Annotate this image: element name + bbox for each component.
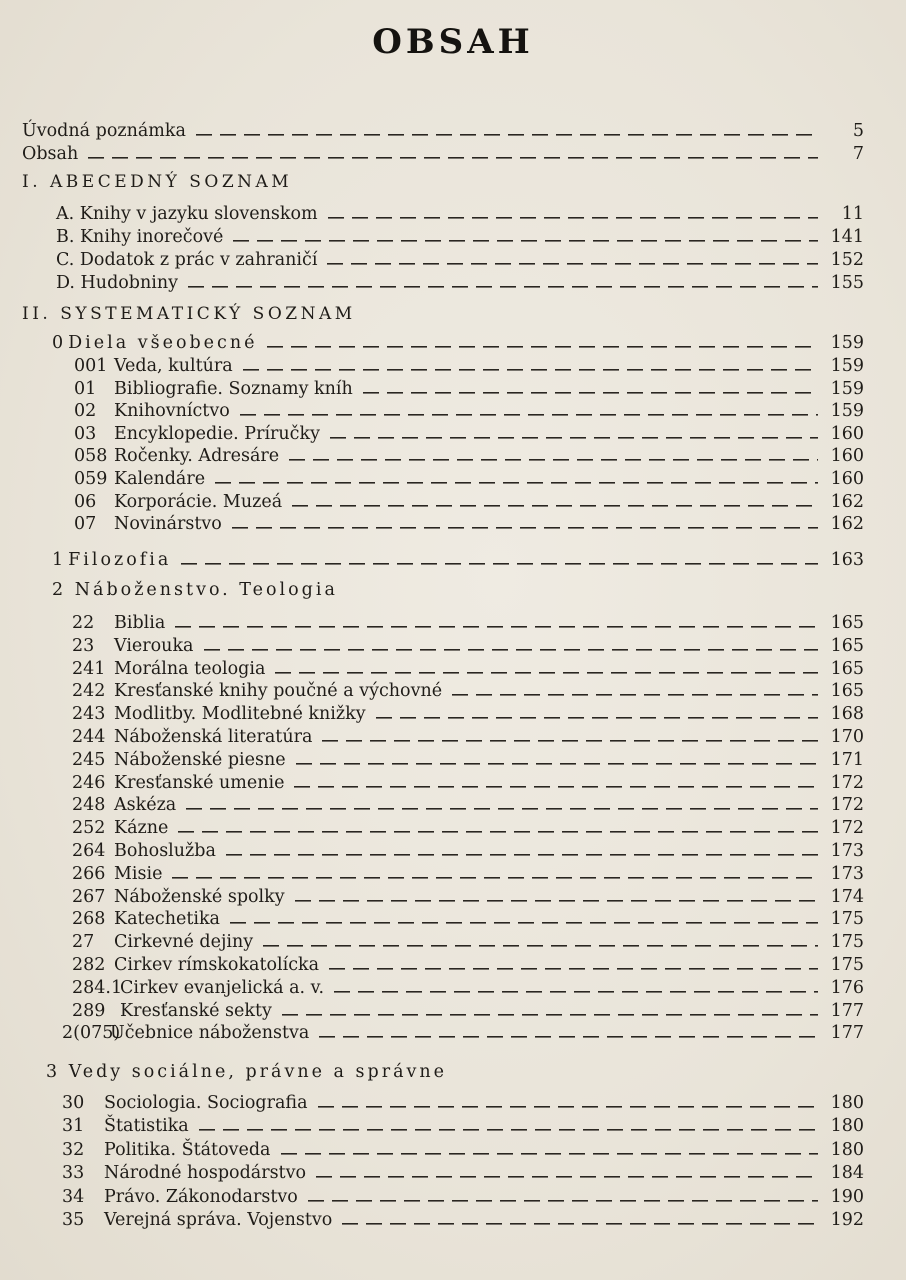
- toc-entry-page: 172: [830, 772, 864, 793]
- toc-entry-number: 001: [74, 356, 108, 376]
- leader-dashes: [215, 482, 818, 484]
- toc-entry[interactable]: [62, 1022, 864, 1044]
- toc-entry-label: Bibliografie. Soznamy kníh: [114, 378, 353, 399]
- toc-entry-page: 172: [830, 795, 864, 816]
- leader-dashes: [327, 263, 818, 265]
- toc-entry[interactable]: [74, 445, 864, 467]
- toc-entry-page: 159: [830, 378, 864, 399]
- toc-entry-label: Biblia: [114, 613, 166, 633]
- leader-dashes: [330, 437, 818, 439]
- toc-entry[interactable]: [72, 817, 864, 839]
- toc-entry[interactable]: [56, 272, 864, 294]
- leader-dashes: [181, 563, 818, 565]
- toc-entry-number: 252: [72, 818, 106, 839]
- toc-entry-label: Katechetika: [114, 909, 220, 930]
- toc-entry-page: 180: [830, 1116, 864, 1137]
- toc-entry-page: 160: [830, 423, 864, 444]
- toc-entry[interactable]: [72, 908, 864, 930]
- toc-entry-label: Korporácie. Muzeá: [114, 491, 283, 512]
- toc-entry-number: 267: [72, 886, 106, 907]
- leader-dashes: [322, 740, 818, 742]
- toc-entry-number: 07: [74, 514, 97, 535]
- leader-dashes: [282, 1014, 818, 1016]
- toc-entry-page: 163: [830, 550, 864, 570]
- toc-entry-page: 152: [830, 250, 864, 270]
- leader-dashes: [172, 877, 818, 879]
- toc-entry-page: 7: [852, 144, 864, 164]
- toc-entry-page: 177: [830, 1000, 864, 1021]
- leader-dashes: [240, 414, 818, 416]
- toc-entry[interactable]: [72, 931, 864, 953]
- toc-entry-number: 268: [72, 909, 106, 930]
- toc-entry-number: 03: [74, 423, 97, 444]
- toc-entry-page: 11: [841, 204, 864, 224]
- toc-entry-number: 06: [74, 491, 97, 512]
- toc-entry[interactable]: [62, 1139, 864, 1161]
- toc-entry-page: 175: [830, 955, 864, 975]
- leader-dashes: [230, 922, 818, 924]
- leader-dashes: [296, 763, 818, 765]
- leader-dashes: [452, 694, 818, 696]
- toc-entry[interactable]: [72, 680, 864, 702]
- group-number: 3: [46, 1062, 61, 1082]
- toc-entry-page: 175: [830, 909, 864, 930]
- toc-entry[interactable]: [74, 468, 864, 490]
- toc-entry-label: Modlitby. Modlitebné knižky: [114, 704, 366, 725]
- toc-entry-page: 165: [830, 635, 864, 656]
- group-number: 1: [52, 550, 67, 570]
- toc-entry-label: Cirkev evanjelická a. v.: [120, 977, 325, 998]
- toc-entry-page: 160: [830, 469, 864, 489]
- toc-entry-page: 155: [830, 273, 864, 293]
- toc-entry-page: 173: [830, 863, 864, 884]
- toc-entry-number: 266: [72, 863, 106, 884]
- toc-entry-number: 22: [72, 613, 95, 633]
- toc-entry-page: 160: [830, 446, 864, 467]
- toc-entry-label: Kresťanské knihy poučné a výchovné: [114, 681, 443, 702]
- group-heading: [46, 1061, 447, 1083]
- toc-entry[interactable]: [72, 726, 864, 748]
- toc-entry-label: Kresťanské umenie: [114, 772, 285, 793]
- toc-entry-label: B. Knihy inorečové: [56, 227, 224, 247]
- toc-entry-label: Štatistika: [104, 1116, 189, 1137]
- toc-entry-page: 170: [830, 727, 864, 747]
- toc-entry[interactable]: [22, 143, 864, 165]
- leader-dashes: [178, 831, 818, 833]
- toc-entry-label: Kalendáre: [114, 469, 206, 489]
- toc-entry-label: Knihovníctvo: [114, 401, 230, 422]
- leader-dashes: [329, 968, 818, 970]
- leader-dashes: [226, 854, 818, 856]
- toc-entry-page: 190: [830, 1186, 864, 1207]
- group-heading: [52, 579, 338, 601]
- leader-dashes: [334, 991, 818, 993]
- toc-entry-number: 23: [72, 635, 95, 656]
- leader-dashes: [175, 626, 818, 628]
- toc-entry-number: 058: [74, 446, 108, 467]
- leader-dashes: [263, 945, 818, 947]
- toc-entry-label: Úvodná poznámka: [22, 121, 186, 141]
- toc-entry-page: 159: [830, 356, 864, 376]
- toc-entry-page: 174: [830, 886, 864, 907]
- toc-entry-label: Verejná správa. Vojenstvo: [104, 1210, 333, 1230]
- toc-entry[interactable]: [62, 1162, 864, 1184]
- toc-entry-number: 31: [62, 1116, 85, 1137]
- group-label: Filozofia: [68, 550, 172, 570]
- toc-entry[interactable]: [72, 794, 864, 816]
- toc-entry-number: 059: [74, 469, 108, 489]
- toc-entry[interactable]: [22, 120, 864, 142]
- toc-entry-label: Sociologia. Sociografia: [104, 1093, 308, 1113]
- leader-dashes: [267, 346, 818, 348]
- toc-entry-label: Právo. Zákonodarstvo: [104, 1186, 298, 1207]
- toc-entry[interactable]: [74, 378, 864, 400]
- toc-entry-page: 175: [830, 932, 864, 953]
- group-label: Náboženstvo. Teologia: [74, 580, 338, 600]
- toc-entry-label: Cirkev rímskokatolícka: [114, 955, 320, 975]
- toc-entry-page: 165: [830, 658, 864, 679]
- toc-entry[interactable]: [72, 772, 864, 794]
- leader-dashes: [204, 649, 819, 651]
- toc-entry-page: 165: [830, 681, 864, 702]
- toc-entry-number: 33: [62, 1163, 85, 1184]
- toc-entry-label: Vierouka: [114, 635, 194, 656]
- toc-entry-page: 168: [830, 704, 864, 725]
- toc-entry-label: Kresťanské sekty: [120, 1000, 272, 1021]
- toc-entry-number: 32: [62, 1139, 85, 1160]
- toc-entry-label: Morálna teologia: [114, 658, 266, 679]
- toc-entry-label: Učebnice náboženstva: [110, 1023, 310, 1044]
- leader-dashes: [275, 672, 818, 674]
- leader-dashes: [289, 459, 818, 461]
- section-heading: I. ABECEDNÝ SOZNAM: [22, 172, 293, 192]
- toc-entry-page: 165: [830, 613, 864, 633]
- toc-group-entry[interactable]: [52, 549, 864, 571]
- leader-dashes: [243, 369, 818, 371]
- toc-entry-number: 242: [72, 681, 106, 702]
- toc-entry[interactable]: [72, 703, 864, 725]
- group-number: 2: [52, 580, 67, 600]
- toc-entry-label: Politika. Štátoveda: [104, 1139, 271, 1160]
- toc-entry-page: 171: [830, 749, 864, 770]
- leader-dashes: [319, 1036, 818, 1038]
- toc-entry-page: 180: [830, 1139, 864, 1160]
- toc-entry-page: 192: [830, 1210, 864, 1230]
- leader-dashes: [292, 505, 818, 507]
- toc-entry-label: Náboženské piesne: [114, 749, 286, 770]
- toc-entry-page: 141: [830, 227, 864, 247]
- leader-dashes: [363, 392, 818, 394]
- toc-entry-page: 162: [830, 491, 864, 512]
- toc-entry[interactable]: [72, 658, 864, 680]
- toc-group-entry[interactable]: [52, 332, 864, 354]
- toc-entry[interactable]: [72, 954, 864, 976]
- toc-entry[interactable]: [72, 749, 864, 771]
- toc-entry-page: 173: [830, 841, 864, 861]
- toc-entry-number: 2(075): [62, 1023, 121, 1044]
- leader-dashes: [281, 1153, 819, 1155]
- toc-entry-number: 27: [72, 932, 95, 953]
- toc-entry[interactable]: [72, 863, 864, 885]
- toc-entry-page: 180: [830, 1093, 864, 1113]
- leader-dashes: [233, 240, 818, 242]
- toc-entry-label: Náboženské spolky: [114, 886, 285, 907]
- leader-dashes: [232, 527, 818, 529]
- toc-entry-page: 159: [830, 333, 864, 353]
- toc-entry-number: 289: [72, 1000, 106, 1021]
- leader-dashes: [328, 217, 818, 219]
- toc-entry-label: Obsah: [22, 144, 79, 164]
- toc-entry-label: Misie: [114, 863, 163, 884]
- toc-entry-number: 01: [74, 378, 97, 399]
- toc-entry-label: A. Knihy v jazyku slovenskom: [56, 204, 318, 224]
- toc-entry-number: 30: [62, 1093, 85, 1113]
- toc-entry-label: Ročenky. Adresáre: [114, 446, 280, 467]
- leader-dashes: [318, 1106, 818, 1108]
- toc-entry-label: Encyklopedie. Príručky: [114, 423, 320, 444]
- toc-entry[interactable]: [74, 400, 864, 422]
- toc-entry-number: 246: [72, 772, 106, 793]
- leader-dashes: [199, 1129, 818, 1131]
- toc-entry-number: 284.1: [72, 977, 123, 998]
- toc-entry-label: D. Hudobniny: [56, 273, 179, 293]
- toc-entry[interactable]: [62, 1186, 864, 1208]
- toc-entry-number: 02: [74, 401, 97, 422]
- toc-entry-label: Národné hospodárstvo: [104, 1163, 307, 1184]
- toc-entry-number: 264: [72, 841, 106, 861]
- toc-entry-label: Cirkevné dejiny: [114, 932, 254, 953]
- toc-entry-number: 243: [72, 704, 106, 725]
- toc-entry-number: 35: [62, 1210, 85, 1230]
- leader-dashes: [196, 134, 818, 136]
- toc-entry[interactable]: [74, 491, 864, 513]
- toc-entry[interactable]: [72, 635, 864, 657]
- leader-dashes: [88, 157, 818, 159]
- section-heading: II. SYSTEMATICKÝ SOZNAM: [22, 304, 356, 324]
- toc-entry[interactable]: [74, 423, 864, 445]
- toc-entry-page: 159: [830, 401, 864, 422]
- toc-entry-page: 176: [830, 977, 864, 998]
- toc-entry-number: 248: [72, 795, 106, 816]
- toc-entry-label: Kázne: [114, 818, 169, 839]
- leader-dashes: [295, 900, 818, 902]
- toc-entry-label: C. Dodatok z prác v zahraničí: [56, 250, 318, 270]
- toc-entry-number: 245: [72, 749, 106, 770]
- toc-entry-label: Novinárstvo: [114, 514, 222, 535]
- toc-entry-label: Veda, kultúra: [114, 356, 233, 376]
- toc-entry-number: 241: [72, 658, 106, 679]
- toc-entry[interactable]: [72, 1000, 864, 1022]
- group-number: 0: [52, 333, 67, 353]
- toc-entry[interactable]: [56, 249, 864, 271]
- toc-entry-number: 282: [72, 955, 106, 975]
- toc-entry-page: 177: [830, 1023, 864, 1044]
- group-label: Vedy sociálne, právne a správne: [68, 1062, 448, 1082]
- toc-entry-page: 184: [830, 1163, 864, 1184]
- toc-entry[interactable]: [72, 612, 864, 634]
- leader-dashes: [186, 808, 818, 810]
- toc-entry[interactable]: [56, 226, 864, 248]
- toc-entry[interactable]: [62, 1115, 864, 1137]
- group-label: Diela všeobecné: [68, 333, 258, 353]
- leader-dashes: [294, 786, 818, 788]
- toc-entry-label: Bohoslužba: [114, 841, 216, 861]
- toc-entry[interactable]: [56, 203, 864, 225]
- toc-entry-page: 5: [852, 121, 864, 141]
- toc-entry[interactable]: [62, 1209, 864, 1231]
- page-title: OBSAH: [372, 22, 534, 62]
- toc-entry-page: 172: [830, 818, 864, 839]
- toc-entry-number: 244: [72, 727, 106, 747]
- toc-entry[interactable]: [72, 840, 864, 862]
- leader-dashes: [188, 286, 818, 288]
- toc-entry-label: Askéza: [114, 795, 177, 816]
- toc-entry[interactable]: [62, 1092, 864, 1114]
- toc-entry[interactable]: [74, 355, 864, 377]
- leader-dashes: [316, 1176, 818, 1178]
- leader-dashes: [342, 1223, 818, 1225]
- toc-entry[interactable]: [72, 977, 864, 999]
- toc-entry[interactable]: [74, 513, 864, 535]
- toc-entry-page: 162: [830, 514, 864, 535]
- toc-entry-label: Náboženská literatúra: [114, 727, 313, 747]
- leader-dashes: [376, 717, 818, 719]
- toc-entry[interactable]: [72, 886, 864, 908]
- leader-dashes: [308, 1200, 818, 1202]
- toc-entry-number: 34: [62, 1186, 85, 1207]
